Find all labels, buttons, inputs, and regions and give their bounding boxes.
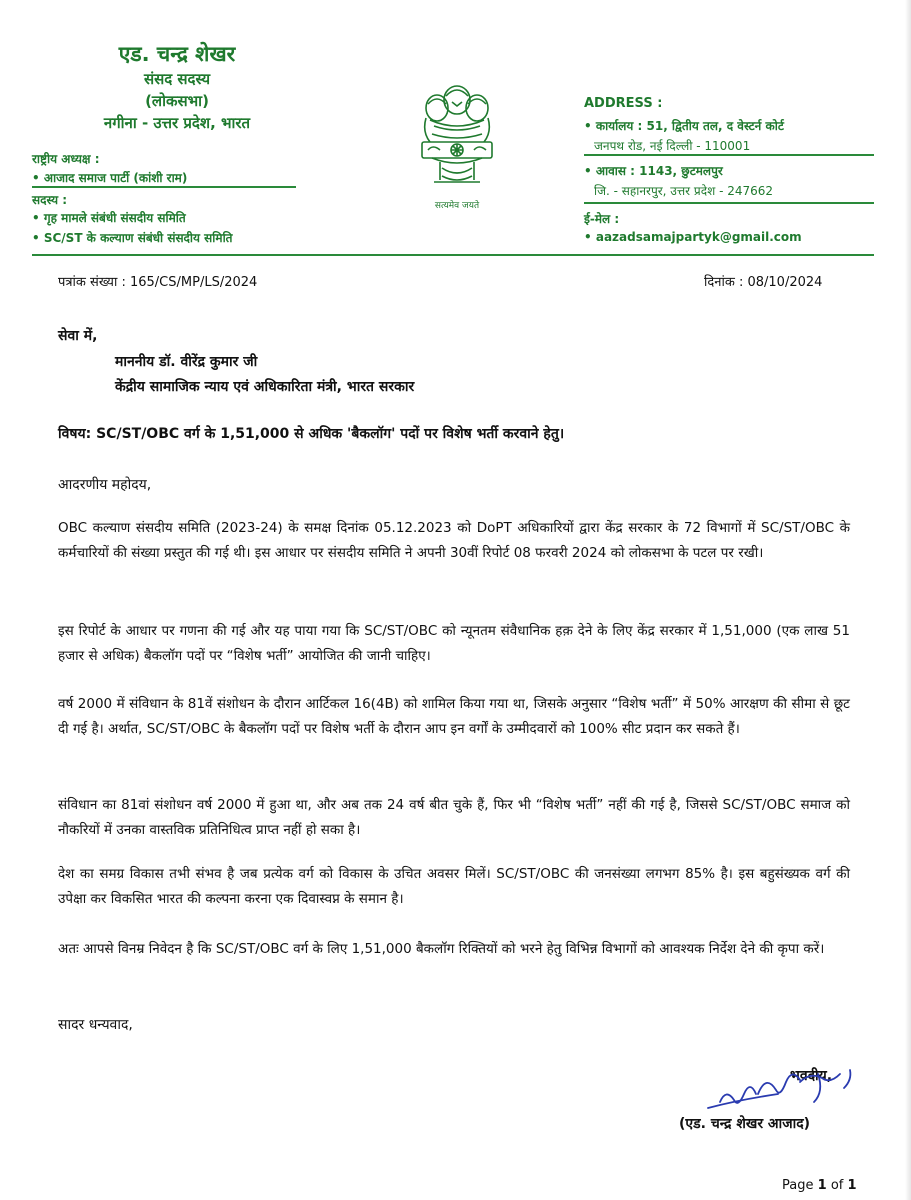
role-label: राष्ट्रीय अध्यक्ष : [32,152,100,166]
recipient-title: केंद्रीय सामाजिक न्याय एवं अधिकारिता मंत्री, भारत सरकार [115,379,415,395]
page-number [782,1178,857,1193]
member-item: • गृह मामले संबंधी संसदीय समिति [32,211,186,225]
body-paragraph: देश का समग्र विकास तभी संभव है जब प्रत्येक वर्ग को विकास के उचित अवसर मिलें। SC/ST/OBC की जनसंख्या लगभग 85% है। इस बहुसंख्यक वर्ग की उपेक्षा कर विकसित भारत की कल्पना करना एक दिवास्वप्न के समान है। [58,866,850,907]
mp-title: संसद सदस्य [143,70,211,88]
recipient-name: माननीय डॉ. वीरेंद्र कुमार जी [115,354,258,370]
divider [32,186,296,188]
emblem-motto: सत्यमेव जयते [434,201,480,211]
letter-date: दिनांक : 08/10/2024 [704,275,823,290]
national-emblem [412,78,502,211]
subject-line: विषय: SC/ST/OBC वर्ग के 1,51,000 से अधिक 'बैकलॉग' पदों पर विशेष भर्ती करवाने हेतु। [58,426,565,442]
office-address-line2: जनपथ रोड, नई दिल्ली - 110001 [594,139,751,153]
mp-identity [32,40,322,134]
page-total: 1 [847,1178,857,1193]
body-paragraph: अतः आपसे विनम्र निवेदन है कि SC/ST/OBC वर्ग के लिए 1,51,000 बैकलॉग रिक्तियों को भरने हेतु विभिन्न विभागों को आवश्यक निर्देश देने की कृपा करें। [58,941,825,957]
yours-faithfully: भवदीय, [790,1068,833,1084]
residence-address-line1: • आवास : 1143, छुटमलपुर [584,164,723,178]
lion-capital-icon [412,78,502,196]
member-label: सदस्य : [32,193,68,207]
member-item: • SC/ST के कल्याण संबंधी संसदीय समिति [32,231,233,245]
mp-name: एड. चन्द्र शेखर [118,42,236,66]
residence-address-line2: जि. - सहानरपुर, उत्तर प्रदेश - 247662 [594,184,774,198]
page-label: Page [782,1178,814,1193]
divider [584,202,874,204]
page-of: of [830,1178,844,1193]
signatory-name: (एड. चन्द्र शेखर आजाद) [679,1116,811,1132]
email-label: ई-मेल : [584,212,620,226]
divider [584,154,874,156]
body-paragraph: इस रिपोर्ट के आधार पर गणना की गई और यह पाया गया कि SC/ST/OBC को न्यूनतम संवैधानिक हक़ देने के लिए केंद्र सरकार में 1,51,000 (एक लाख 51 हजार से अधिक) बैकलॉग पदों पर “विशेष भर्ती” आयोजित की जानी चाहिए। [58,623,850,664]
body-paragraph: वर्ष 2000 में संविधान के 81वें संशोधन के दौरान आर्टिकल 16(4B) को शामिल किया गया था, जिसके अनुसार “विशेष भर्ती” में 50% आरक्षण की सीमा से छूट दी गई है। अर्थात, SC/ST/OBC के बैकलॉग पदों पर विशेष भर्ती के दौरान आप इन वर्गों के उम्मीदवारों को 100% सीट प्रदान कर सकते हैं। [58,696,850,737]
mp-constituency: नगीना - उत्तर प्रदेश, भारत [103,114,251,132]
to-label: सेवा में, [58,328,98,344]
body-paragraph: OBC कल्याण संसदीय समिति (2023-24) के समक्ष दिनांक 05.12.2023 को DoPT अधिकारियों द्वारा केंद्र सरकार के 72 विभागों में SC/ST/OBC के कर्मचारियों की संख्या प्रस्तुत की गई थी। इस आधार पर संसदीय समिति ने अपनी 30वीं रिपोर्ट 08 फरवरी 2024 को लोकसभा के पटल पर रखी। [58,520,850,561]
salutation: आदरणीय महोदय, [58,477,152,493]
header-rule [32,254,874,256]
signature [700,1060,860,1120]
office-address-line1: • कार्यालय : 51, द्वितीय तल, द वेस्टर्न कोर्ट [584,119,784,133]
mp-house: (लोकसभा) [145,92,209,110]
email-address[interactable]: • aazadsamajpartyk@gmail.com [584,230,802,244]
letterhead-left [32,40,332,134]
reference-number: पत्रांक संख्या : 165/CS/MP/LS/2024 [58,275,258,290]
closing: सादर धन्यवाद, [58,1017,133,1033]
address-label: ADDRESS : [584,96,663,111]
body-paragraph: संविधान का 81वां संशोधन वर्ष 2000 में हुआ था, और अब तक 24 वर्ष बीत चुके हैं, फिर भी “विशेष भर्ती” नहीं की गई है, जिससे SC/ST/OBC समाज को नौकरियों में उनका वास्तविक प्रतिनिधित्व प्राप्त नहीं हो सका है। [58,797,850,838]
role-item: • आजाद समाज पार्टी (कांशी राम) [32,171,188,185]
page-current: 1 [817,1178,827,1193]
